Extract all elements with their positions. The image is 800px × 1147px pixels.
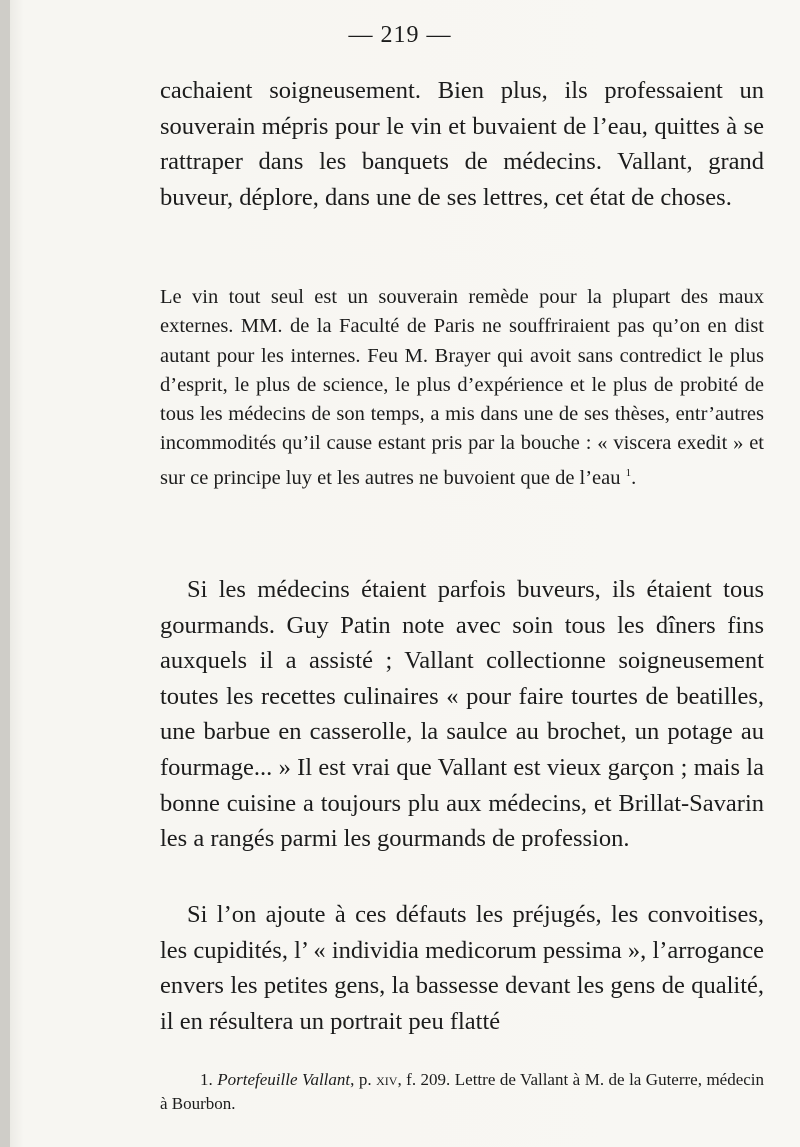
quote-end: . <box>631 466 637 489</box>
page-number: — 219 — <box>348 22 452 48</box>
footnote-reference: 1 <box>625 466 632 479</box>
paragraph-3: Si l’on ajoute à ces défauts les préjugés, les convoitises, les cupidités, l’ « individia medicorum pessima », l’arrogance envers les petites gens, la bassesse devant les gens de qualité, il en résultera un portrait peu flatté <box>160 901 764 1035</box>
footnote-ref-p: , p. <box>350 1070 372 1089</box>
footnote-text <box>160 1068 764 1116</box>
footnote <box>160 1068 764 1116</box>
paragraph-1: cachaient soigneusement. Bien plus, ils professaient un souverain mépris pour le vin et buvaient de l’eau, quittes à se rattraper dans les banquets de médecins. Vallant, grand buveur, déplore, dans une de ses lettres, cet état de choses. <box>160 77 764 211</box>
footnote-ref-roman: xiv <box>376 1070 398 1089</box>
footnote-title: Portefeuille Vallant <box>217 1070 351 1089</box>
book-spine-shadow <box>0 0 10 1147</box>
paragraph-3-block <box>160 897 764 1039</box>
paragraph-2-block <box>160 572 764 857</box>
quote-paragraph <box>160 283 764 493</box>
paragraph-2: Si les médecins étaient parfois buveurs, ils étaient tous gourmands. Guy Patin note avec soin tous les dîners fins auxquels il a assisté ; Vallant collectionne soigneusement toutes les recettes culinaires « pour faire tourtes de beatilles, une barbue en casserolle, la saulce au brochet, un potage au fourmage... » Il est vrai que Vallant est vieux garçon ; mais la bonne cuisine a toujours plu aux médecins, et Brillat-Savarin les a rangés parmi les gourmands de profession. <box>160 576 764 853</box>
footnote-rest: , f. 209. Lettre de Vallant à M. de la Guterre, médecin à Bourbon. <box>160 1070 765 1113</box>
paragraph-1-block <box>160 73 764 215</box>
block-quote <box>160 283 764 493</box>
footnote-marker: 1. <box>200 1070 213 1089</box>
quote-text: Le vin tout seul est un souverain remède pour la plupart des maux externes. MM. de la Faculté de Paris ne souffriraient pas qu’on en dist autant pour les internes. Feu M. Brayer qui avoit sans contredict le plus d’esprit, le plus de science, le plus d’expérience et le plus de probité de tous les médecins de son temps, a mis dans une de ses thèses, entr’autres incommodités qu’il cause estant pris par la bouche : « viscera exedit » et sur ce principe luy et les autres ne buvoient que de l’eau <box>160 286 764 489</box>
